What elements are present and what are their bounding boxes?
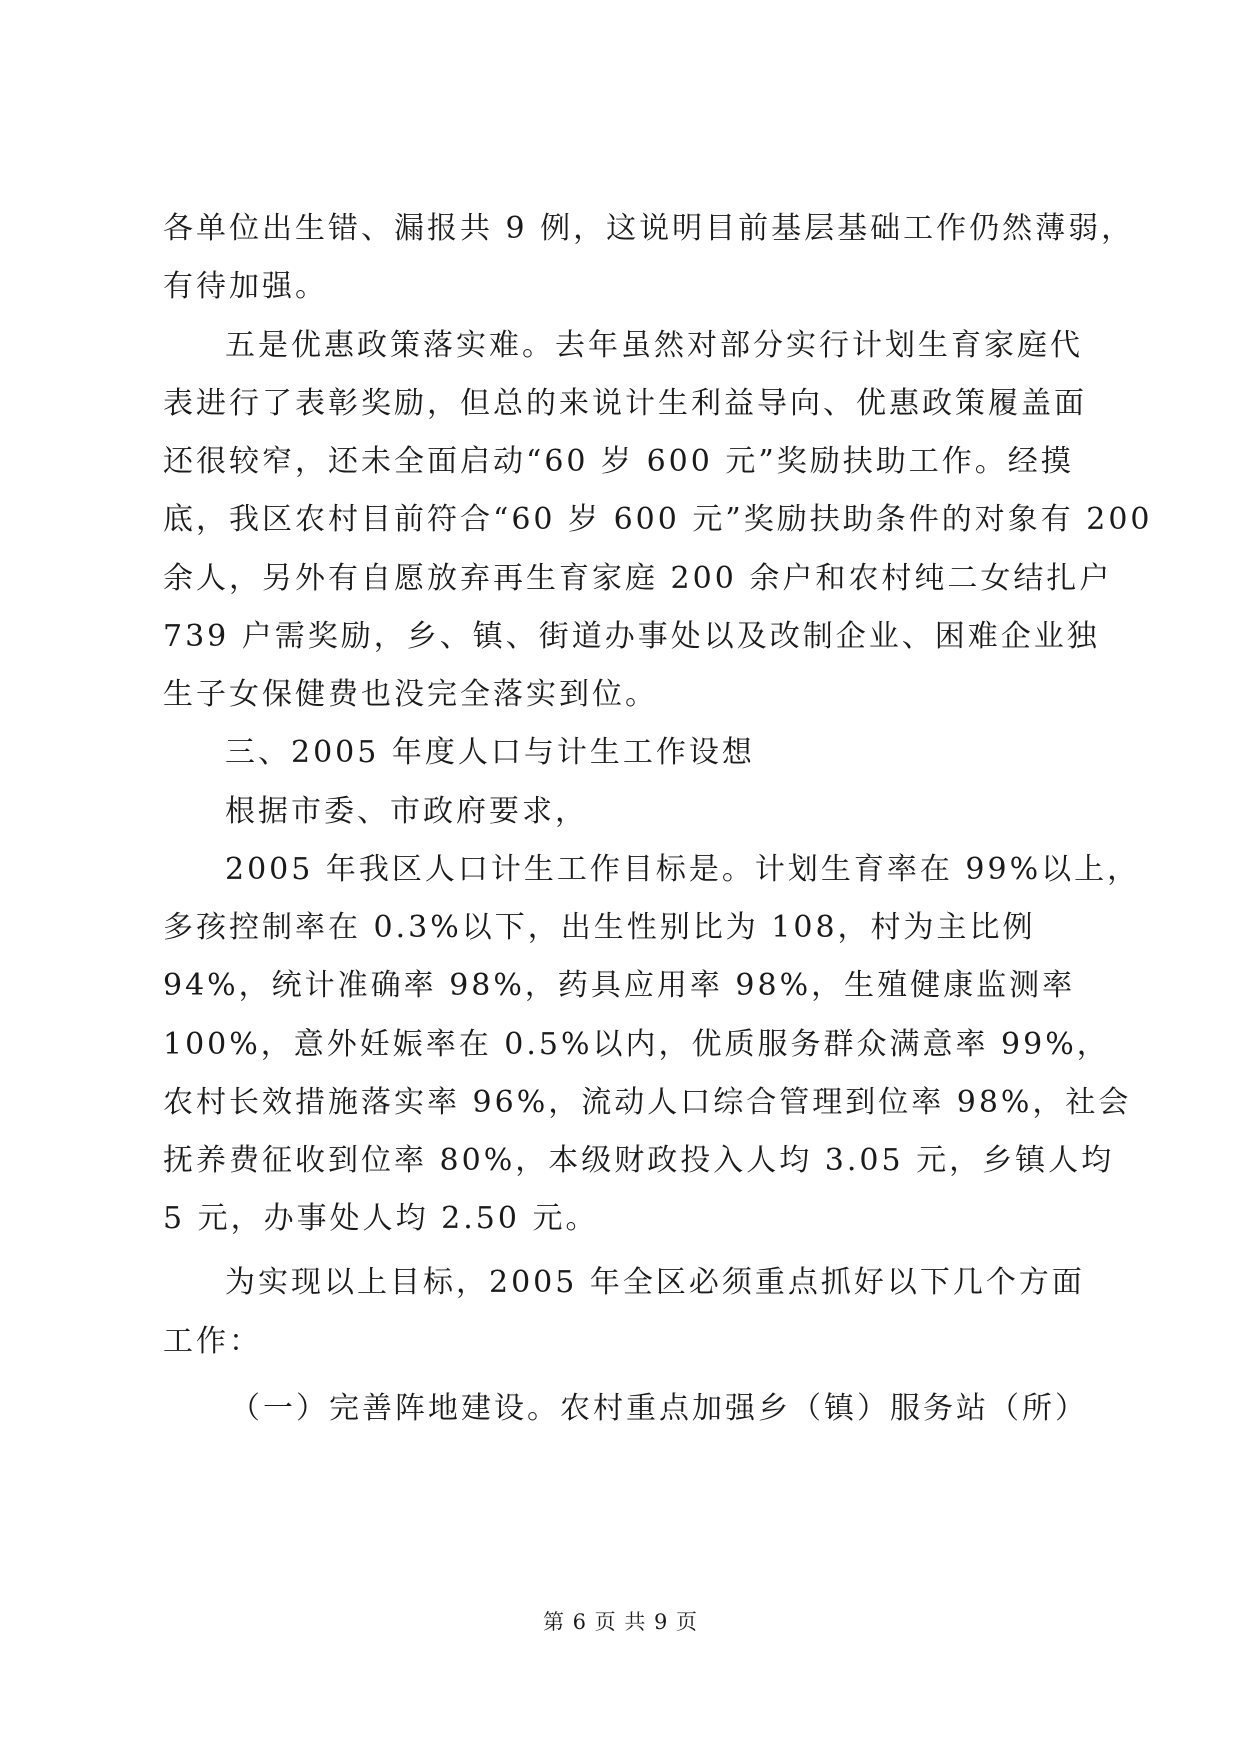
text-line-3: 五是优惠政策落实难。去年虽然对部分实行计划生育家庭代 (225, 328, 1083, 363)
text-line-2: 有待加强。 (163, 269, 328, 304)
text-line-6: 底，我区农村目前符合“60 岁 600 元”奖励扶助条件的对象有 200 (163, 502, 1153, 537)
text-line-13: 多孩控制率在 0.3%以下，出生性别比为 108，村为主比例 (163, 910, 1036, 945)
text-line-12: 2005 年我区人口计生工作目标是。计划生育率在 99%以上， (225, 852, 1141, 887)
text-line-18: 5 元，办事处人均 2.50 元。 (163, 1201, 599, 1236)
text-line-4: 表进行了表彰奖励，但总的来说计生利益导向、优惠政策履盖面 (163, 386, 1087, 421)
page-number-footer: 第 6 页 共 9 页 (542, 1610, 699, 1634)
text-line-14: 94%，统计准确率 98%，药具应用率 98%，生殖健康监测率 (163, 968, 1076, 1003)
text-line-17: 抚养费征收到位率 80%，本级财政投入人均 3.05 元，乡镇人均 (163, 1143, 1115, 1178)
text-line-19: 为实现以上目标，2005 年全区必须重点抓好以下几个方面 (225, 1265, 1085, 1300)
text-line-20: 工作： (163, 1324, 262, 1359)
text-line-8: 739 户需奖励，乡、镇、街道办事处以及改制企业、困难企业独 (163, 619, 1100, 654)
text-line-15: 100%，意外妊娠率在 0.5%以内，优质服务群众满意率 99%， (163, 1027, 1110, 1062)
text-line-7: 余人，另外有自愿放弃再生育家庭 200 余户和农村纯二女结扎户 (163, 561, 1113, 596)
text-line-11: 根据市委、市政府要求， (225, 794, 588, 829)
text-line-21: （一）完善阵地建设。农村重点加强乡（镇）服务站（所） (230, 1391, 1088, 1426)
text-line-5: 还很较窄，还未全面启动“60 岁 600 元”奖励扶助工作。经摸 (163, 444, 1074, 479)
text-line-9: 生子女保健费也没完全落实到位。 (163, 677, 658, 712)
section-heading: 三、2005 年度人口与计生工作设想 (225, 735, 755, 770)
text-line-1: 各单位出生错、漏报共 9 例，这说明目前基层基础工作仍然薄弱， (163, 211, 1135, 246)
text-line-16: 农村长效措施落实率 96%，流动人口综合管理到位率 98%，社会 (163, 1085, 1132, 1120)
